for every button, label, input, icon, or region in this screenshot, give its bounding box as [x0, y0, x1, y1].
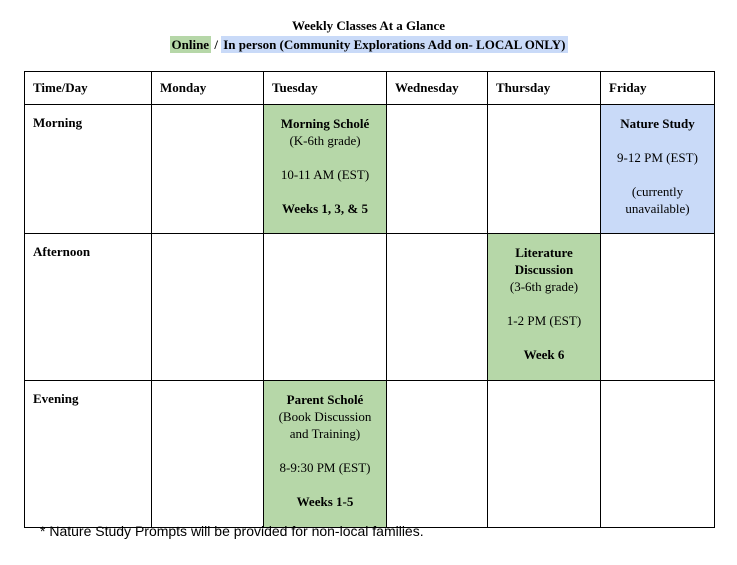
cell-afternoon-tuesday [264, 234, 387, 381]
morning-schole-title: Morning Scholé [280, 116, 370, 131]
cell-afternoon-monday [152, 234, 264, 381]
legend-online: Online [171, 37, 210, 52]
literature-title-2: Discussion [514, 262, 574, 277]
cell-evening-wednesday [387, 381, 488, 528]
nature-study-note-2: unavailable) [625, 201, 690, 216]
row-label-morning: Morning [25, 105, 152, 234]
nature-study-title: Nature Study [620, 116, 695, 131]
cell-afternoon-wednesday [387, 234, 488, 381]
legend-separator: / [211, 37, 222, 52]
cell-morning-thursday [488, 105, 601, 234]
cell-morning-monday [152, 105, 264, 234]
row-label-afternoon: Afternoon [25, 234, 152, 381]
header-wednesday: Wednesday [387, 72, 488, 105]
morning-schole-weeks: Weeks 1, 3, & 5 [282, 201, 368, 216]
nature-study-note-1: (currently [631, 184, 684, 199]
cell-afternoon-friday [601, 234, 715, 381]
literature-time: 1-2 PM (EST) [506, 313, 582, 328]
evening-row [25, 381, 715, 528]
parent-schole-title: Parent Scholé [286, 392, 364, 407]
cell-evening-friday [601, 381, 715, 528]
morning-schole-time: 10-11 AM (EST) [280, 167, 370, 182]
cell-afternoon-thursday [488, 234, 601, 381]
legend [0, 37, 737, 53]
morning-schole-grade: (K-6th grade) [289, 133, 361, 148]
header-thursday: Thursday [488, 72, 601, 105]
header-row [25, 72, 715, 105]
cell-evening-thursday [488, 381, 601, 528]
row-label-evening: Evening [25, 381, 152, 528]
nature-study-time: 9-12 PM (EST) [617, 150, 698, 165]
cell-morning-tuesday [264, 105, 387, 234]
literature-grade: (3-6th grade) [509, 279, 579, 294]
parent-schole-weeks: Weeks 1-5 [296, 494, 354, 509]
legend-in-person: In person (Community Explorations Add on- LOCAL ONLY) [223, 37, 566, 52]
footnote: * Nature Study Prompts will be provided for non-local families. [40, 523, 424, 539]
header-time-day: Time/Day [25, 72, 152, 105]
header-friday: Friday [601, 72, 715, 105]
header-monday: Monday [152, 72, 264, 105]
literature-title-1: Literature [515, 245, 573, 260]
parent-schole-desc-2: and Training) [289, 426, 361, 441]
header-tuesday: Tuesday [264, 72, 387, 105]
afternoon-row [25, 234, 715, 381]
morning-row [25, 105, 715, 234]
parent-schole-desc-1: (Book Discussion [278, 409, 372, 424]
cell-morning-wednesday [387, 105, 488, 234]
cell-evening-tuesday [264, 381, 387, 528]
literature-weeks: Week 6 [523, 347, 565, 362]
schedule-table [24, 71, 715, 528]
page-title: Weekly Classes At a Glance [291, 18, 446, 33]
cell-evening-monday [152, 381, 264, 528]
parent-schole-time: 8-9:30 PM (EST) [279, 460, 371, 475]
cell-morning-friday [601, 105, 715, 234]
